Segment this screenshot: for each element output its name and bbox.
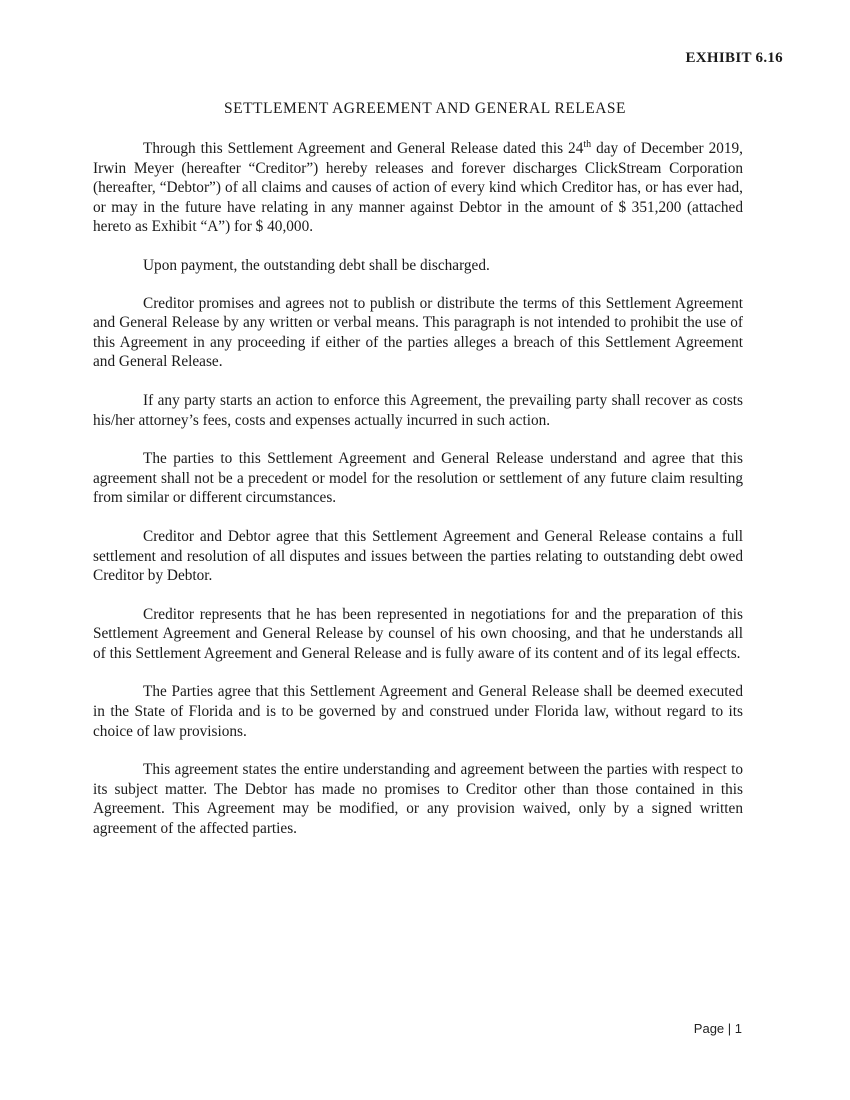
page-number: Page | 1	[693, 1021, 742, 1036]
paragraph-no-precedent: The parties to this Settlement Agreement and General Release understand and agree that this agreement shall not be a precedent or model for the resolution or settlement of any future claim resulting from similar or different circumstances.	[93, 450, 743, 507]
exhibit-label: EXHIBIT 6.16	[685, 50, 783, 66]
paragraph-opening	[93, 139, 743, 237]
paragraph-governing-law: The Parties agree that this Settlement Agreement and General Release shall be deemed executed in the State of Florida and is to be governed by and construed under Florida law, without regard to its choice of law provisions.	[93, 683, 743, 740]
paragraph-entire-agreement: This agreement states the entire understanding and agreement between the parties with respect to its subject matter. The Debtor has made no promises to Creditor other than those contained in this Agreement. This Agreement may be modified, or any provision waived, only by a signed written agreement of the affected parties.	[93, 761, 743, 838]
document-title: SETTLEMENT AGREEMENT AND GENERAL RELEASE	[223, 100, 627, 117]
paragraph-opening-text-a: Through this Settlement Agreement and General Release dated this 24	[143, 140, 584, 157]
paragraph-payment: Upon payment, the outstanding debt shall be discharged.	[143, 256, 490, 274]
paragraph-confidentiality: Creditor promises and agrees not to publish or distribute the terms of this Settlement Agreement and General Release by any written or verbal means. This paragraph is not intended to prohibit the use of this Agreement in any proceeding if either of the parties alleges a breach of this Settlement Agreement and General Release.	[93, 294, 743, 371]
paragraph-representation: Creditor represents that he has been represented in negotiations for and the preparation of this Settlement Agreement and General Release by counsel of his own choosing, and that he understands all of this Settlement Agreement and General Release and is fully aware of its content and of its legal effects.	[93, 605, 743, 662]
document-body	[93, 139, 743, 858]
paragraph-enforcement: If any party starts an action to enforce this Agreement, the prevailing party shall recover as costs his/her attorney’s fees, costs and expenses actually incurred in such action.	[93, 391, 743, 429]
ordinal-suffix: th	[583, 139, 592, 150]
paragraph-opening-text-b: day of December 2019, Irwin Meyer (hereafter “Creditor”) hereby releases and forever discharges ClickStream Corporation (hereafter, “Debtor”) of all claims and causes of action of every kind which Creditor has, or has ever had, or may in the future have relating in any manner against Debtor in the amount of $ 351,200 (attached hereto as Exhibit “A”) for $ 40,000.	[93, 140, 743, 236]
paragraph-full-settlement: Creditor and Debtor agree that this Settlement Agreement and General Release contains a full settlement and resolution of all disputes and issues between the parties relating to outstanding debt owed Creditor by Debtor.	[93, 527, 743, 585]
